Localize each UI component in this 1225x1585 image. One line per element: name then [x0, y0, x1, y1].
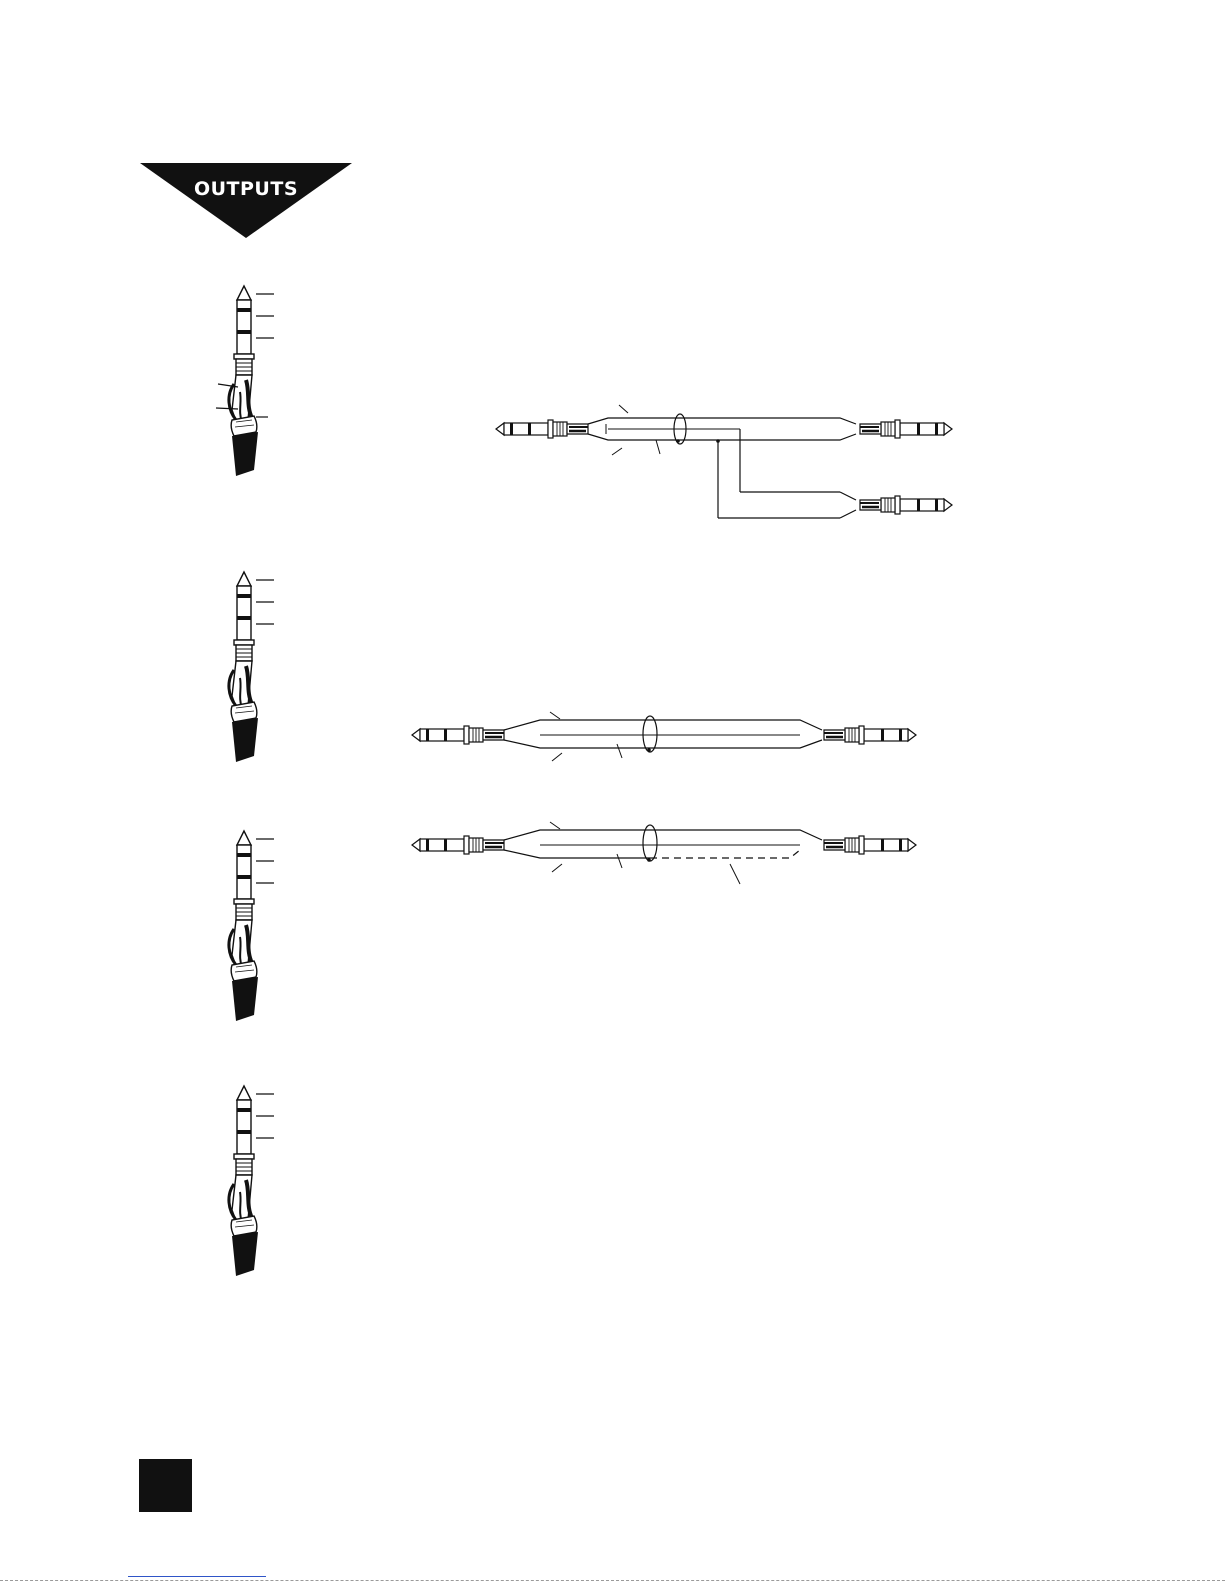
trs-plug-detail-1	[216, 286, 274, 476]
y-split-cable	[496, 405, 952, 518]
outputs-header	[140, 163, 352, 238]
trs-plug-detail-3	[229, 831, 274, 1021]
page-title: OUTPUTS	[193, 178, 299, 200]
trs-to-trs-cable	[412, 712, 916, 761]
footer-rule	[0, 1580, 1225, 1581]
footer-link-underline	[128, 1576, 266, 1577]
trs-plug-detail-4	[229, 1086, 274, 1276]
page-number-block	[139, 1459, 192, 1512]
unbalanced-trs-cable	[412, 822, 916, 884]
trs-plug-detail-2	[229, 572, 274, 762]
